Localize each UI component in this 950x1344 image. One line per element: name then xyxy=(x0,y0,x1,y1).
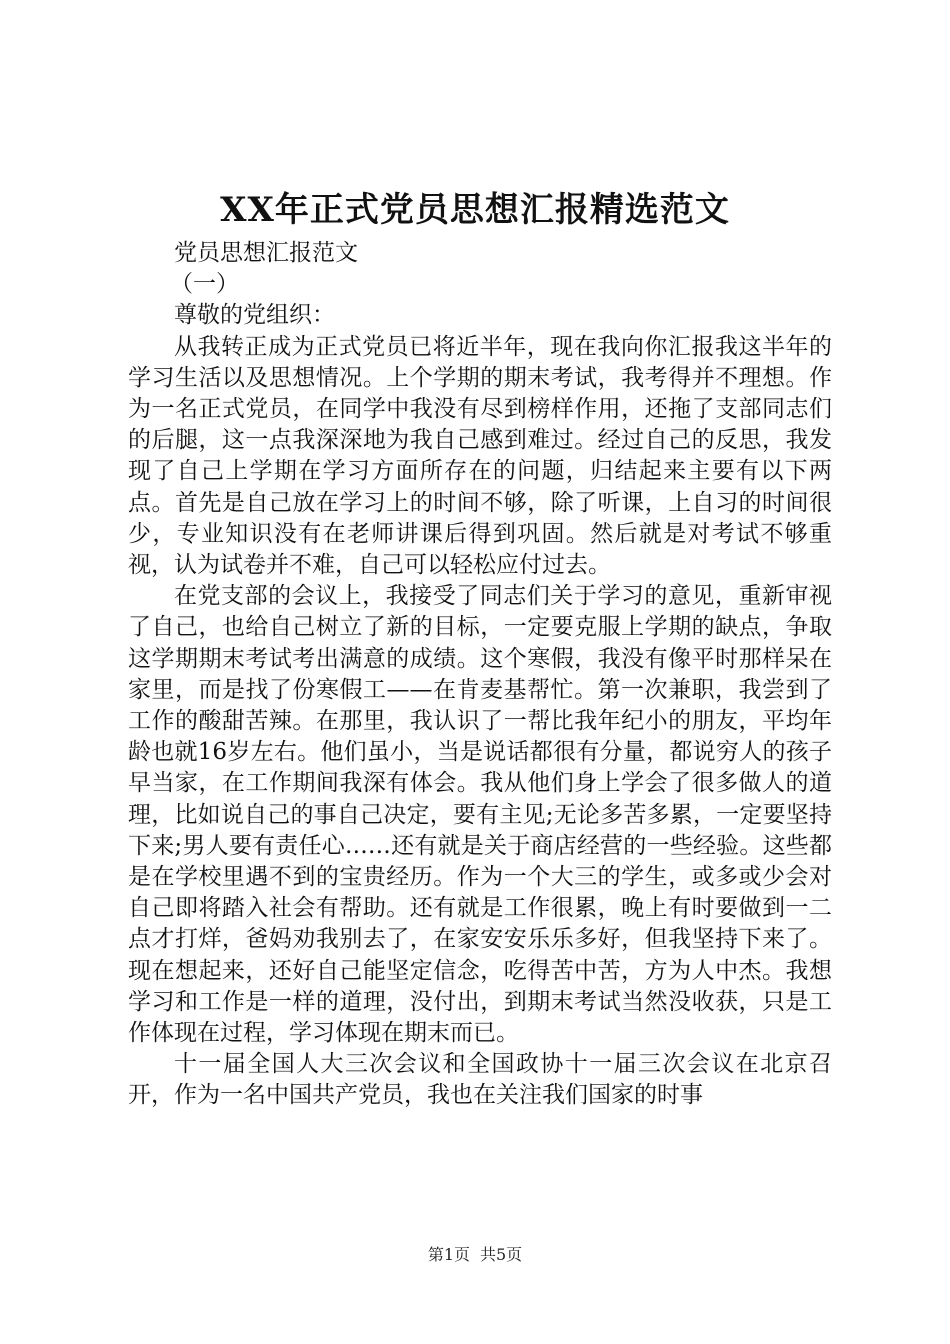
paragraph-3: 十一届全国人大三次会议和全国政协十一届三次会议在北京召开，作为一名中国共产党员，我也在关注我们国家的时事 xyxy=(128,1051,832,1109)
section-marker: （一） xyxy=(170,271,239,298)
document-subtitle: 党员思想汇报范文 xyxy=(174,240,358,266)
salutation: 尊敬的党组织： xyxy=(174,302,335,329)
document-title: XX年正式党员思想汇报精选范文 xyxy=(220,190,730,230)
paragraph-1: 从我转正成为正式党员已将近半年，现在我向你汇报我这半年的学习生活以及思想情况。上个学期的期末考试，我考得并不理想。作为一名正式党员，在同学中我没有尽到榜样作用，还拖了支部同志们的后腿，这一点我深深地为我自己感到难过。经过自己的反思，我发现了自己上学期在学习方面所存在的问题，归结起来主要有以下两点。首先是自己放在学习上的时间不够，除了听课，上自习的时间很少，专业知识没有在老师讲课后得到巩固。然后就是对考试不够重视，认为试卷并不难，自己可以轻松应付过去。 xyxy=(128,333,832,579)
page-footer xyxy=(0,1244,950,1266)
page-number: 第1页 xyxy=(427,1245,470,1264)
page-total: 共5页 xyxy=(480,1245,523,1264)
document-body xyxy=(128,238,832,1112)
paragraph-2: 在党支部的会议上，我接受了同志们关于学习的意见，重新审视了自己，也给自己树立了新的目标，一定要克服上学期的缺点，争取这学期期末考试考出满意的成绩。这个寒假，我没有像平时那样呆在家里，而是找了份寒假工——在肯麦基帮忙。第一次兼职，我尝到了工作的酸甜苦辣。在那里，我认识了一帮比我年纪小的朋友，平均年龄也就16岁左右。他们虽小，当是说话都很有分量，都说穷人的孩子早当家，在工作期间我深有体会。我从他们身上学会了很多做人的道理，比如说自己的事自己决定，要有主见;无论多苦多累，一定要坚持下来;男人要有责任心……还有就是关于商店经营的一些经验。这些都是在学校里遇不到的宝贵经历。作为一个大三的学生，或多或少会对自己即将踏入社会有帮助。还有就是工作很累，晚上有时要做到一二点才打烊，爸妈劝我别去了，在家安安乐乐多好，但我坚持下来了。现在想起来，还好自己能坚定信念，吃得苦中苦，方为人中杰。我想学习和工作是一样的道理，没付出，到期末考试当然没收获，只是工作体现在过程，学习体现在期末而已。 xyxy=(128,583,832,1047)
